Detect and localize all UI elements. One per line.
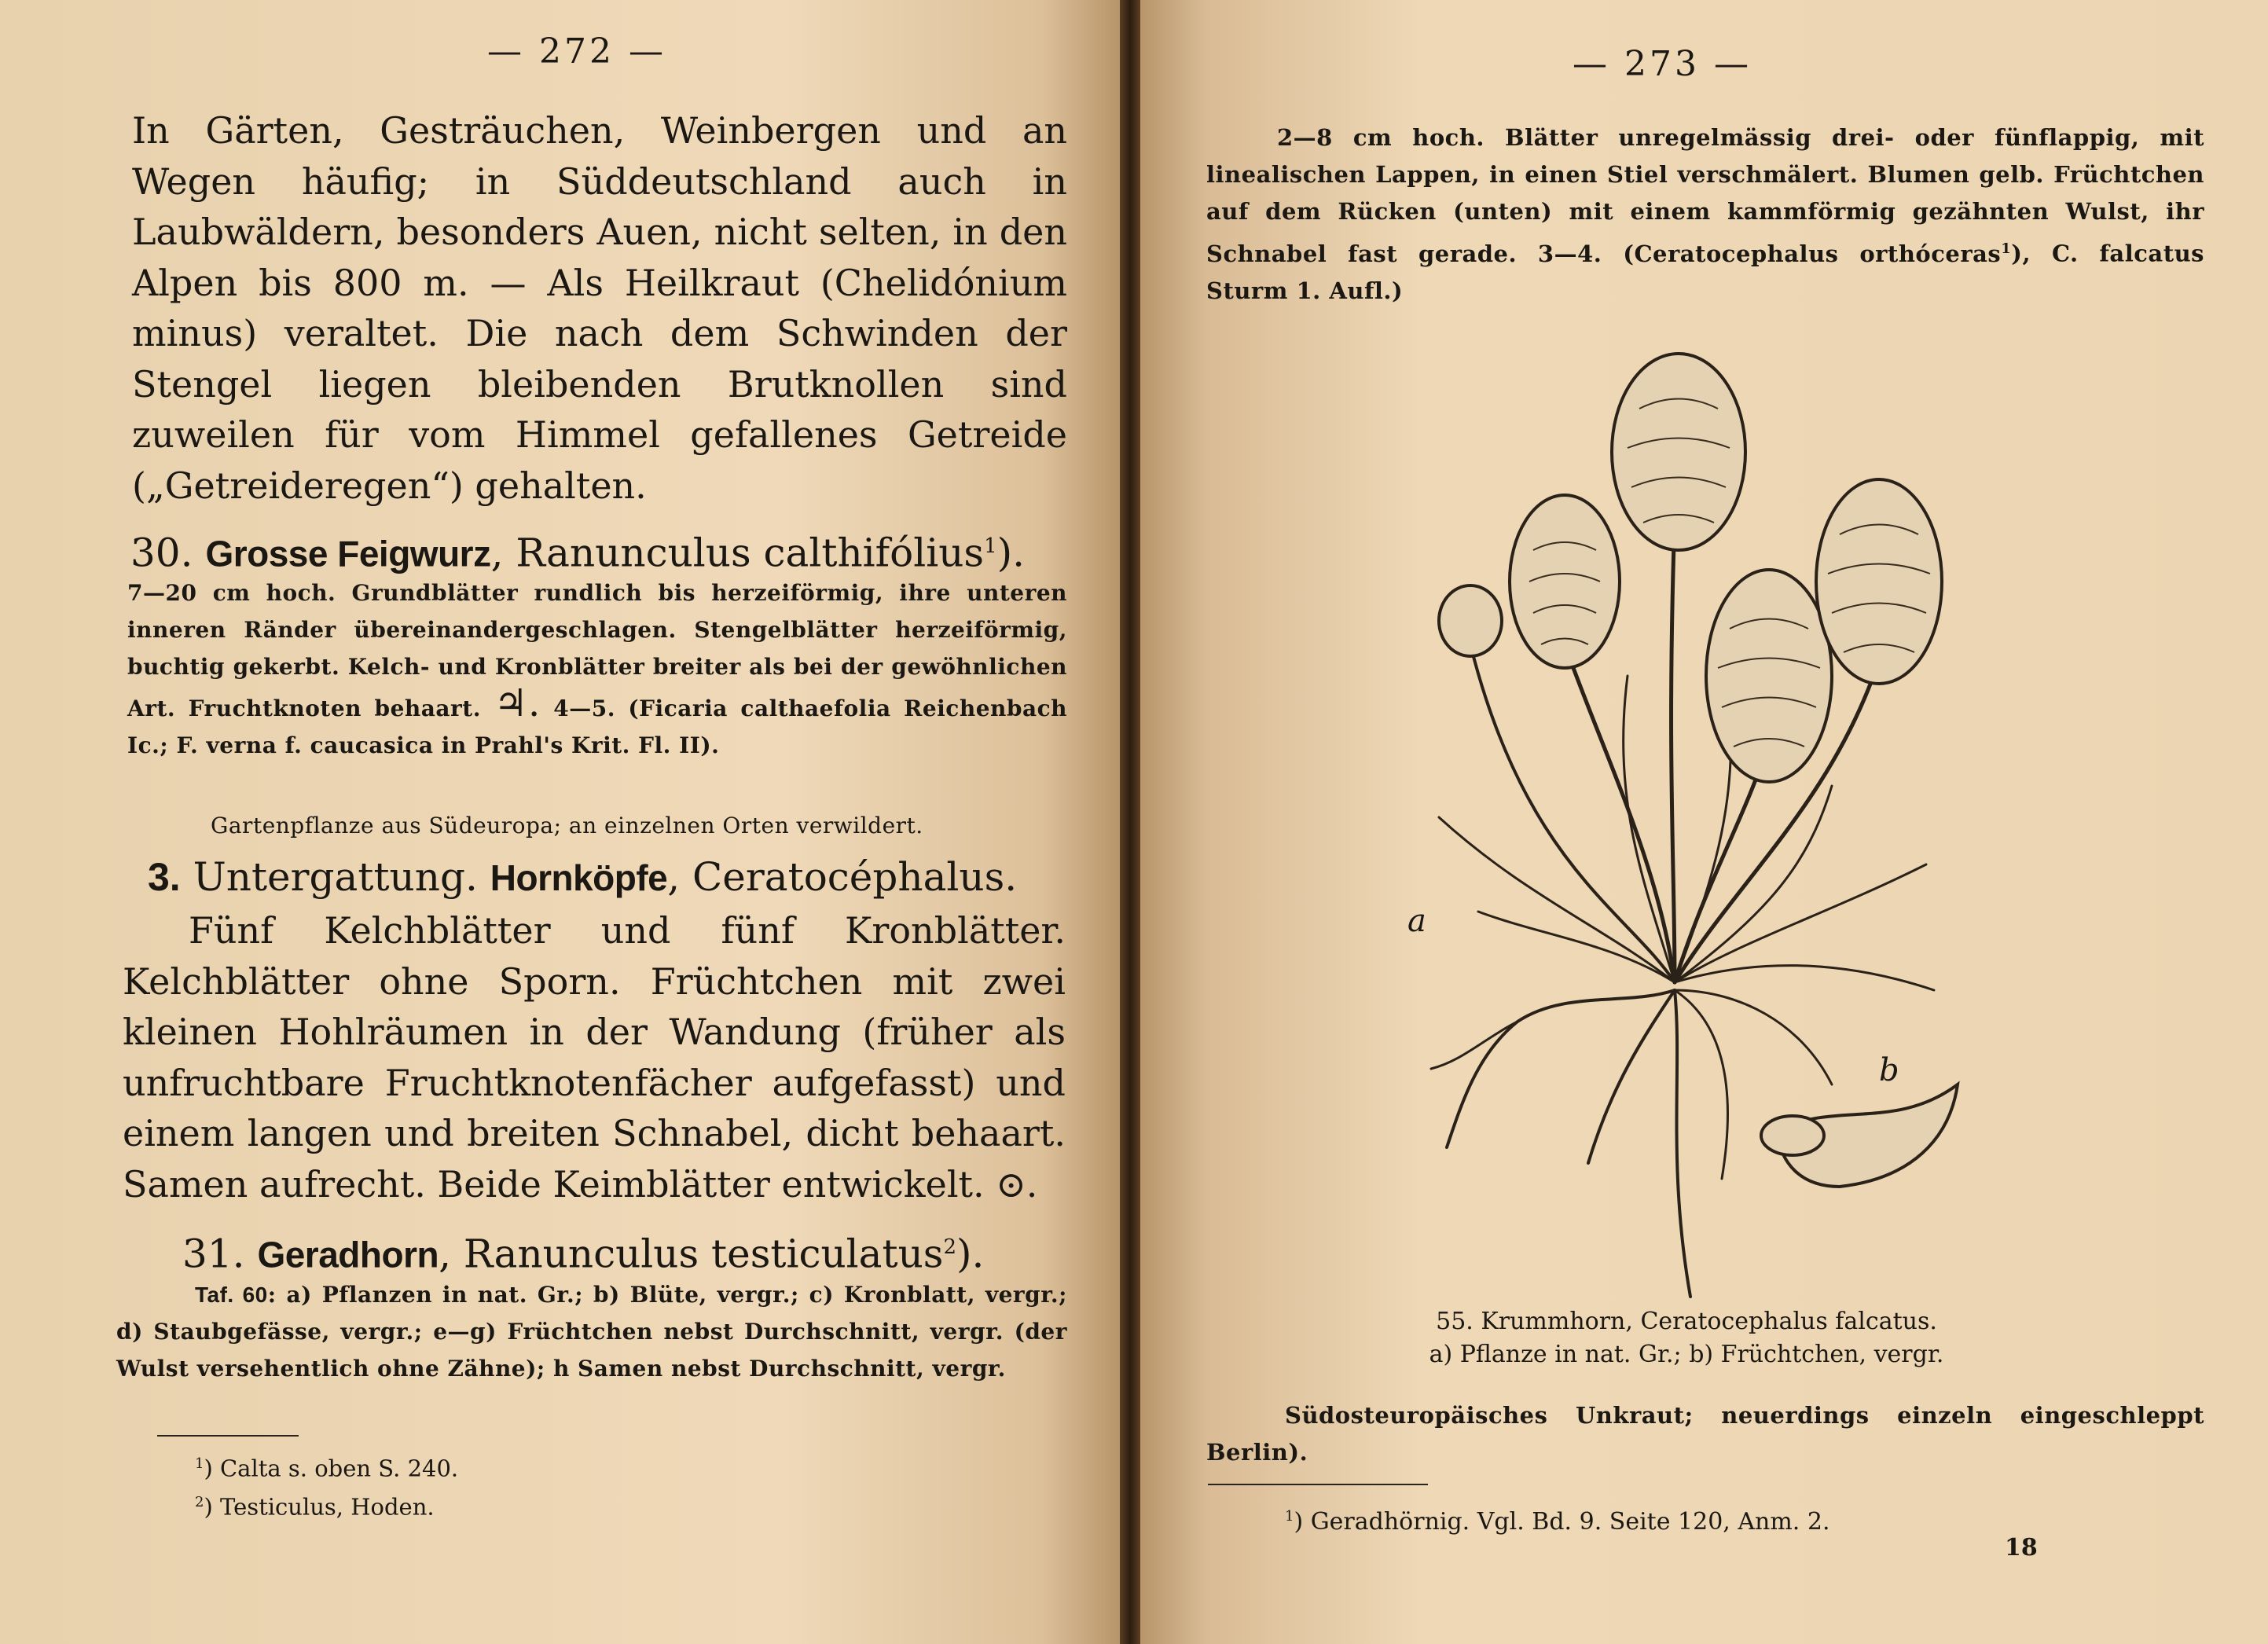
species-30-description — [127, 574, 1067, 764]
figure-caption-line-1: 55. Krummhorn, Ceratocephalus falcatus. — [1436, 1308, 1937, 1335]
right-footnote-divider — [1208, 1484, 1428, 1485]
plate-description: : a) Pflanzen in nat. Gr.; b) Blüte, vergr.; c) Kronblatt, vergr.; d) Staubgefässe, vergr.; e—g) Früchtchen nebst Durchschnitt, vergr. (der Wulst versehentlich ohne Zähne); h Samen nebst Durchschnitt, vergr. — [116, 1282, 1068, 1382]
annual-symbol: ⊙. — [996, 1162, 1038, 1205]
figure-caption-line-2: a) Pflanze in nat. Gr.; b) Früchtchen, vergr. — [1429, 1341, 1944, 1368]
footnote-1-mark: 1 — [195, 1455, 204, 1472]
subgenus-label: Untergattung. — [193, 854, 478, 900]
species-31-latin-name: , Ranunculus testiculatus — [439, 1231, 944, 1277]
subgenus-heading — [148, 851, 1017, 904]
plate-label: Taf. 60 — [195, 1283, 268, 1307]
perennial-symbol: ♃. — [494, 681, 541, 725]
description-footnote-mark: 1 — [2001, 240, 2012, 257]
footnote-ref-1: 1 — [984, 534, 997, 558]
species-31-description-text: 2—8 cm hoch. Blätter unregelmässig drei- oder fünflappig, mit linealischen Lappen, in einen Stiel verschmälert. Blumen gelb. Früchtchen auf dem Rücken (unten) mit einem kammförmig gezähnten Wulst, ihr Schnabel fast gerade. 3—4. (Ceratocephalus orthóceras — [1206, 124, 2204, 267]
species-31-closing: ). — [956, 1231, 985, 1277]
species-31-heading — [182, 1221, 984, 1281]
footnote-1 — [195, 1444, 458, 1488]
species-31-description-end: ), C. falcatus Sturm 1. Aufl.) — [1206, 240, 2204, 304]
species-31-plate-text — [116, 1276, 1067, 1387]
species-30-description-end: 4—5. (Ficaria calthaefolia Reichenbach Ic.; F. verna f. caucasica in Prahl's Krit. Fl. II). — [127, 695, 1068, 758]
left-page — [0, 0, 1120, 1644]
right-habitat-text: Südosteuropäisches Unkraut; neuerdings einzeln eingeschleppt Berlin). — [1206, 1402, 2204, 1466]
species-30-heading — [130, 520, 1025, 580]
species-30-common-name: Grosse Feigwurz — [205, 533, 491, 574]
footnote-divider — [157, 1435, 299, 1437]
subgenus-name: Hornköpfe — [490, 857, 668, 898]
species-30-closing: ). — [996, 530, 1026, 576]
page-number-left: — 272 — — [487, 31, 666, 72]
right-page — [1140, 0, 2268, 1644]
species-30-number: 30. — [130, 530, 193, 576]
right-footnote-1 — [1285, 1497, 1829, 1541]
right-footnote-1-text: ) Geradhörnig. Vgl. Bd. 9. Seite 120, Anm. 2. — [1294, 1508, 1830, 1536]
footnote-2-text: ) Testiculus, Hoden. — [204, 1493, 435, 1521]
footnote-2 — [195, 1483, 435, 1527]
species-30-description-text: 7—20 cm hoch. Grundblätter rundlich bis herzeiförmig, ihre unteren inneren Ränder übereinandergeschlagen. Stengelblätter herzeiförmig, buchtig gekerbt. Kelch- und Kronblätter breiter als bei der gewöhnlichen Art. Fruchtknoten behaart. — [127, 580, 1067, 721]
footnote-2-mark: 2 — [195, 1494, 204, 1510]
sheet-number: 18 — [2005, 1534, 2038, 1561]
footnote-ref-2: 2 — [943, 1235, 956, 1259]
subgenus-description — [123, 905, 1066, 1209]
figure-label-a: a — [1407, 903, 1426, 939]
book-gutter — [1120, 0, 1140, 1644]
page-number-right: — 273 — — [1573, 44, 1752, 84]
figure-label-b: b — [1879, 1052, 1899, 1088]
subgenus-number: 3. — [148, 855, 181, 899]
subgenus-latin: , Ceratocéphalus. — [667, 854, 1018, 900]
species-31-number: 31. — [182, 1231, 245, 1277]
right-footnote-1-mark: 1 — [1285, 1508, 1294, 1525]
footnote-1-text: ) Calta s. oben S. 240. — [204, 1455, 459, 1482]
plant-illustration — [1329, 314, 1973, 1312]
species-30-habitat: Gartenpflanze aus Südeuropa; an einzelnen Orten verwildert. — [211, 813, 923, 839]
right-habitat — [1206, 1397, 2204, 1471]
subgenus-description-text: Fünf Kelchblätter und fünf Kronblätter. Kelchblätter ohne Sporn. Früchtchen mit zwei kleinen Hohlräumen in der Wandung (früher als unfruchtbare Fruchtknotenfächer aufgefasst) und einem langen und breiten Schnabel, dicht behaart. Samen aufrecht. Beide Keimblätter entwickelt. — [123, 909, 1066, 1205]
species-31-common-name: Geradhorn — [257, 1234, 439, 1275]
intro-paragraph: In Gärten, Gesträuchen, Weinbergen und an Wegen häufig; in Süddeutschland auch in Laubwäldern, besonders Auen, nicht selten, in den Alpen bis 800 m. — Als Heilkraut (Chelidónium minus) veraltet. Die nach dem Schwinden der Stengel liegen bleibenden Brutknollen sind zuweilen für vom Himmel gefallenes Getreide („Getreideregen“) gehalten. — [132, 109, 1067, 507]
species-31-description — [1206, 119, 2204, 310]
species-30-latin-name: , Ranunculus calthifólius — [490, 530, 985, 576]
